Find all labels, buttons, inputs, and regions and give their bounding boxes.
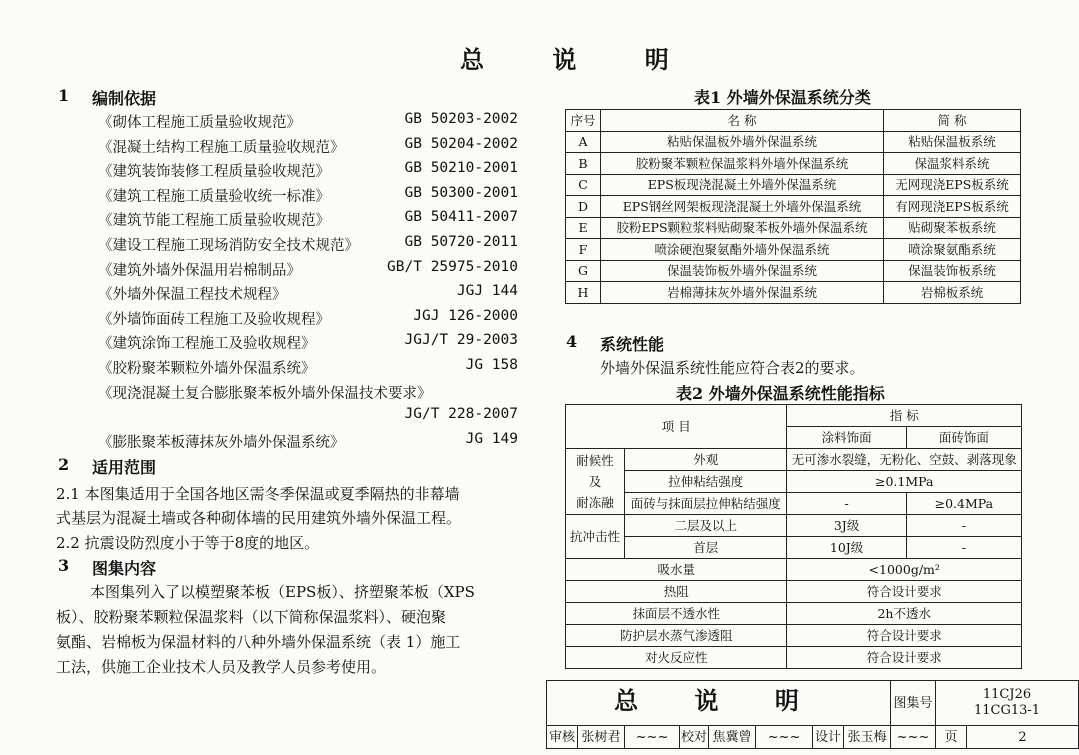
table-1-short: 保温浆料系统	[884, 153, 1021, 175]
table-1-name: 保温装饰板外墙外保温系统	[601, 260, 884, 282]
atlas-label: 图集号	[891, 681, 936, 726]
table-2-row-label: 吸水量	[566, 559, 787, 581]
reference-code: JGJ 144	[456, 283, 518, 300]
table-1-no: A	[566, 131, 601, 153]
table-2-floor1-paint: 10J级	[787, 537, 906, 559]
table-2-row-label: 防护层水蒸气渗透阻	[566, 625, 787, 647]
table-row	[566, 174, 1021, 196]
checker-signature: ~~~	[756, 726, 813, 749]
designer-signature: ~~~	[891, 726, 936, 749]
table-1	[565, 109, 1021, 304]
table-1-short: 有网现浇EPS板系统	[884, 196, 1021, 218]
table-2-row-value: 符合设计要求	[787, 581, 1022, 603]
table-row	[566, 196, 1021, 218]
section-2-para-1b: 式基层为混凝土墙或各种砌体墙的民用建筑外墙外保温工程。	[56, 509, 462, 527]
section-4-number: 4	[566, 332, 578, 351]
reference-code: JG 158	[465, 357, 518, 373]
reference-name: 《外墙外保温工程技术规程》	[98, 287, 287, 304]
reference-name: 《膨胀聚苯板薄抹灰外墙外保温系统》	[98, 434, 345, 451]
table-1-no: D	[566, 196, 601, 218]
check-label: 校对	[680, 726, 709, 749]
table-row	[566, 131, 1021, 153]
table-1-no: B	[566, 153, 601, 175]
reference-code: GB 50210-2001	[404, 160, 518, 177]
table-2-tile-bond-tile: ≥0.4MPa	[906, 493, 1021, 515]
table-row	[566, 260, 1021, 282]
reference-name: 《砌体工程施工质量验收规范》	[98, 115, 301, 131]
table-2-header-tile: 面砖饰面	[906, 427, 1021, 449]
page-number: 2	[967, 726, 1079, 749]
review-label: 审核	[547, 726, 578, 749]
reference-code: GB/T 25975-2010	[387, 258, 518, 275]
reference-name: 《建筑节能工程施工质量验收规范》	[98, 213, 330, 230]
table-row	[566, 625, 1022, 647]
table-2-row-value: 2h不透水	[787, 603, 1022, 625]
table-1-short: 保温装饰板系统	[884, 260, 1021, 282]
table-1-name: 岩棉薄抹灰外墙外保温系统	[601, 282, 884, 304]
table-row	[566, 581, 1022, 603]
page-title: 总 说 明	[460, 45, 699, 74]
section-3-title: 图集内容	[92, 559, 157, 578]
reference-code: GB 50300-2001	[404, 184, 518, 201]
table-2-weather-1: 耐候性	[576, 453, 614, 468]
table-2-caption: 表2 外墙外保温系统性能指标	[676, 384, 885, 403]
section-3-number: 3	[58, 556, 70, 575]
section-1-title: 编制依据	[92, 89, 157, 108]
reference-name: 《建筑工程施工质量验收统一标准》	[98, 188, 330, 205]
table-row	[566, 559, 1022, 581]
table-2-appearance-label: 外观	[625, 449, 787, 471]
table-2-appearance-value: 无可渗水裂缝，无粉化、空鼓、剥落现象	[787, 449, 1022, 471]
table-1-name: 胶粉聚苯颗粒保温浆料外墙外保温系统	[601, 153, 884, 175]
table-1-no: G	[566, 260, 601, 282]
table-1-no: C	[566, 174, 601, 196]
table-2-weather-3: 耐冻融	[576, 495, 614, 510]
title-block	[546, 680, 1079, 755]
table-1-name: 粘贴保温板外墙外保温系统	[601, 131, 884, 153]
section-2-para-2: 2.2 抗震设防烈度小于等于8度的地区。	[56, 534, 320, 552]
table-2-weather-2: 及	[588, 474, 602, 489]
section-1-number: 1	[58, 86, 70, 105]
table-2-row-label: 热阻	[566, 581, 787, 603]
table-row	[566, 647, 1022, 669]
reference-name: 《胶粉聚苯颗粒外墙外保温系统》	[98, 361, 316, 377]
atlas-number-cell	[936, 681, 1079, 726]
table-2-header-index: 指 标	[787, 405, 1022, 427]
table-1-name: 胶粉EPS颗粒浆料贴砌聚苯板外墙外保温系统	[601, 217, 884, 239]
table-row	[566, 282, 1021, 304]
table-1-header-short: 简 称	[884, 110, 1021, 132]
table-2-row-value: 符合设计要求	[787, 647, 1022, 669]
reference-code: JGJ/T 29-2003	[404, 332, 518, 349]
section-2-para-1a: 2.1 本图集适用于全国各地区需冬季保温或夏季隔热的非幕墙	[56, 485, 460, 503]
section-2-number: 2	[58, 455, 70, 474]
reviewer-signature: ~~~	[625, 726, 680, 749]
table-1-no: H	[566, 282, 601, 304]
table-row	[566, 603, 1022, 625]
table-2-impact-label: 抗冲击性	[566, 515, 625, 559]
table-2-floor1-tile: -	[906, 537, 1021, 559]
reference-name: 《建筑装饰装修工程质量验收规范》	[98, 164, 330, 181]
atlas-number-2: 11CG13-1	[973, 703, 1041, 718]
checker-name: 焦冀曾	[709, 726, 756, 749]
table-2-tile-bond-paint: -	[787, 493, 906, 515]
section-4-title: 系统性能	[600, 335, 665, 354]
table-1-name: EPS板现浇混凝土外墙外保温系统	[601, 174, 884, 196]
table-1-header-name: 名 称	[601, 110, 884, 132]
table-1-no: F	[566, 239, 601, 261]
table-2-tile-bond-label: 面砖与抹面层拉伸粘结强度	[625, 493, 787, 515]
reference-code: GB 50411-2007	[404, 209, 518, 226]
table-2-row-label: 抹面层不透水性	[566, 603, 787, 625]
table-2-floor2-label: 二层及以上	[625, 515, 787, 537]
section-2-title: 适用范围	[92, 458, 157, 477]
reference-name: 《混凝土结构工程施工质量验收规范》	[98, 139, 345, 156]
atlas-number-1: 11CJ26	[982, 687, 1032, 702]
title-block-title: 总 说 明	[614, 686, 823, 715]
table-1-caption: 表1 外墙外保温系统分类	[694, 88, 871, 107]
table-2-weather-cell	[566, 449, 625, 515]
reference-name: 《外墙饰面砖工程施工及验收规程》	[98, 311, 330, 328]
table-1-header-no: 序号	[566, 110, 601, 132]
table-row	[566, 153, 1021, 175]
table-1-name: 喷涂硬泡聚氨酯外墙外保温系统	[601, 239, 884, 261]
table-1-no: E	[566, 217, 601, 239]
reference-name: 《建筑涂饰工程施工及验收规程》	[98, 336, 316, 353]
section-3-line-1: 本图集列入了以模塑聚苯板（EPS板）、挤塑聚苯板（XPS	[90, 583, 475, 601]
section-3-line-4: 工法，供施工企业技术人员及教学人员参考使用。	[56, 658, 387, 676]
reference-name: 《建筑外墙外保温用岩棉制品》	[98, 262, 301, 279]
title-block-table	[546, 680, 1079, 749]
table-1-short: 贴砌聚苯板系统	[884, 217, 1021, 239]
table-1-short: 喷涂聚氨酯系统	[884, 239, 1021, 261]
table-2-tensile-label: 拉伸粘结强度	[625, 471, 787, 493]
table-2-header-item: 项 目	[566, 405, 787, 449]
table-2	[565, 404, 1022, 669]
table-2-floor2-paint: 3J级	[787, 515, 906, 537]
table-row	[566, 217, 1021, 239]
table-1-short: 粘贴保温板系统	[884, 131, 1021, 153]
reference-code: GB 50204-2002	[404, 135, 518, 152]
table-2-row-value: <1000g/m²	[787, 559, 1022, 581]
table-2-floor1-label: 首层	[625, 537, 787, 559]
reviewer-name: 张树君	[578, 726, 625, 749]
table-row	[566, 239, 1021, 261]
page-label: 页	[936, 726, 967, 749]
reference-code: GB 50203-2002	[404, 111, 518, 127]
table-2-floor2-tile: -	[906, 515, 1021, 537]
reference-code: JGJ 126-2000	[413, 307, 518, 324]
table-2-header-paint: 涂料饰面	[787, 427, 906, 449]
reference-code: JG/T 228-2007	[404, 406, 518, 423]
design-label: 设计	[813, 726, 844, 749]
title-block-title-cell	[547, 681, 891, 726]
reference-name: 《现浇混凝土复合膨胀聚苯板外墙外保温技术要求》	[98, 385, 432, 402]
table-2-row-label: 对火反应性	[566, 647, 787, 669]
table-1-short: 无网现浇EPS板系统	[884, 174, 1021, 196]
table-1-short: 岩棉板系统	[884, 282, 1021, 304]
section-4-text: 外墙外保温系统性能应符合表2的要求。	[600, 359, 865, 377]
table-2-tensile-value: ≥0.1MPa	[787, 471, 1022, 493]
reference-code: GB 50720-2011	[404, 234, 518, 250]
designer-name: 张玉梅	[844, 726, 891, 749]
table-2-row-value: 符合设计要求	[787, 625, 1022, 647]
section-3-line-2: 板）、胶粉聚苯颗粒保温浆料（以下简称保温浆料）、硬泡聚	[56, 608, 447, 626]
reference-name: 《建设工程施工现场消防安全技术规范》	[98, 238, 359, 254]
table-1-name: EPS钢丝网架板现浇混凝土外墙外保温系统	[601, 196, 884, 218]
section-3-line-3: 氨酯、岩棉板为保温材料的八种外墙外保温系统（表 1）施工	[56, 633, 461, 651]
reference-code: JG 149	[465, 430, 518, 447]
